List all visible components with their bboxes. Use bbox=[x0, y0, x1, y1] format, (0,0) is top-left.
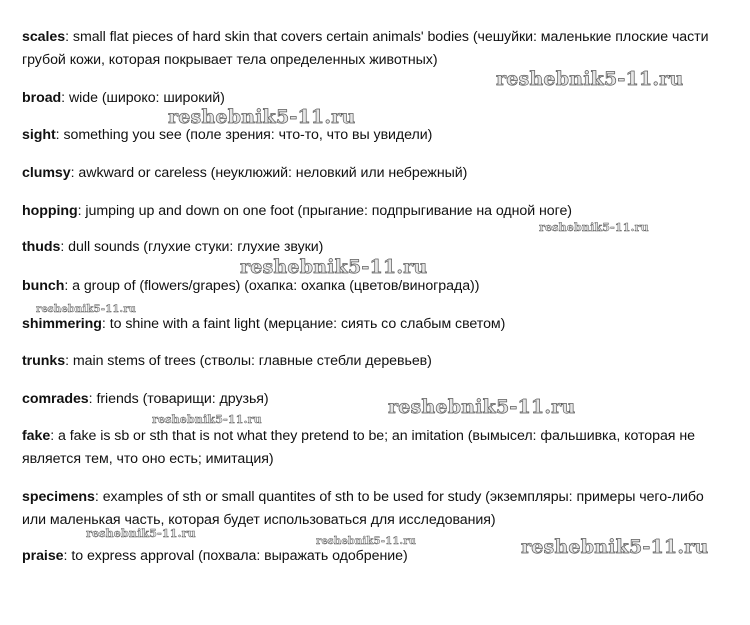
term: praise bbox=[22, 548, 64, 564]
term-separator: : bbox=[94, 489, 99, 505]
term-separator: : bbox=[55, 127, 60, 143]
watermark: reshebnik5-11.ru bbox=[168, 106, 356, 128]
term: thuds bbox=[22, 239, 61, 255]
definition: jumping up and down on one foot (прыгание: подпрыгивание на одной ноге) bbox=[81, 203, 572, 219]
term-separator: : bbox=[88, 391, 93, 407]
watermark: reshebnik5-11.ru bbox=[539, 221, 649, 234]
watermark: reshebnik5-11.ru bbox=[152, 413, 262, 426]
definition: something you see (поле зрения: что-то, что вы увидели) bbox=[59, 127, 433, 143]
entry-trunks bbox=[22, 350, 722, 373]
watermark: reshebnik5-11.ru bbox=[240, 256, 428, 278]
entry-sight bbox=[22, 124, 722, 147]
watermark: reshebnik5-11.ru bbox=[521, 536, 709, 558]
watermark: reshebnik5-11.ru bbox=[36, 304, 137, 315]
term-separator: : bbox=[63, 548, 68, 564]
term-separator: : bbox=[65, 353, 69, 369]
term: sight bbox=[22, 127, 56, 143]
definition: a group of (flowers/grapes) (охапка: охапка (цветов/винограда)) bbox=[68, 278, 480, 294]
term: fake bbox=[22, 428, 51, 444]
term-separator: : bbox=[64, 278, 69, 294]
watermark: reshebnik5-11.ru bbox=[388, 396, 576, 418]
entry-specimens bbox=[22, 486, 722, 532]
entry-fake bbox=[22, 425, 722, 471]
watermark: reshebnik5-11.ru bbox=[316, 536, 417, 547]
definition: a fake is sb or sth that is not what they pretend to be; an imitation (вымысел: фальшивка, которая не является тем, что оно есть; имитация) bbox=[22, 428, 695, 467]
watermark: reshebnik5-11.ru bbox=[496, 68, 684, 90]
term-separator: : bbox=[60, 239, 65, 255]
term: specimens bbox=[22, 489, 95, 505]
entry-bunch bbox=[22, 275, 722, 298]
definition: small flat pieces of hard skin that covers certain animals' bodies (чешуйки: маленькие плоские части грубой кожи, которая покрывает тела определенных животных) bbox=[22, 29, 709, 68]
definition: examples of sth or small quantites of sth to be used for study (экземпляры: примеры чего-либо или маленькая часть, которая будет использоваться для исследования) bbox=[22, 489, 704, 528]
term-separator: : bbox=[101, 316, 106, 332]
entry-broad bbox=[22, 87, 722, 110]
entry-scales bbox=[22, 26, 722, 72]
term: shimmering bbox=[22, 316, 102, 332]
definition: dull sounds (глухие стуки: глухие звуки) bbox=[64, 239, 324, 255]
definition: wide (широко: широкий) bbox=[65, 90, 225, 106]
term: scales bbox=[22, 29, 66, 45]
entry-comrades bbox=[22, 388, 722, 411]
definition: to shine with a faint light (мерцание: сиять со слабым светом) bbox=[105, 316, 506, 332]
term: clumsy bbox=[22, 165, 71, 181]
entry-shimmering bbox=[22, 313, 722, 336]
term: broad bbox=[22, 90, 62, 106]
entry-hopping bbox=[22, 200, 722, 223]
definition: to express approval (похвала: выражать одобрение) bbox=[67, 548, 408, 564]
term: trunks bbox=[22, 353, 66, 369]
entry-clumsy bbox=[22, 162, 722, 185]
term: comrades bbox=[22, 391, 89, 407]
term-separator: : bbox=[70, 165, 75, 181]
term-separator: : bbox=[50, 428, 55, 444]
term: bunch bbox=[22, 278, 65, 294]
term-separator: : bbox=[77, 203, 82, 219]
watermark: reshebnik5-11.ru bbox=[86, 527, 196, 540]
definition: friends (товарищи: друзья) bbox=[92, 391, 269, 407]
term-separator: : bbox=[61, 90, 66, 106]
term: hopping bbox=[22, 203, 78, 219]
definition: main stems of trees (стволы: главные стебли деревьев) bbox=[68, 353, 432, 369]
term-separator: : bbox=[65, 29, 70, 45]
definition: awkward or careless (неуклюжий: неловкий или небрежный) bbox=[74, 165, 468, 181]
